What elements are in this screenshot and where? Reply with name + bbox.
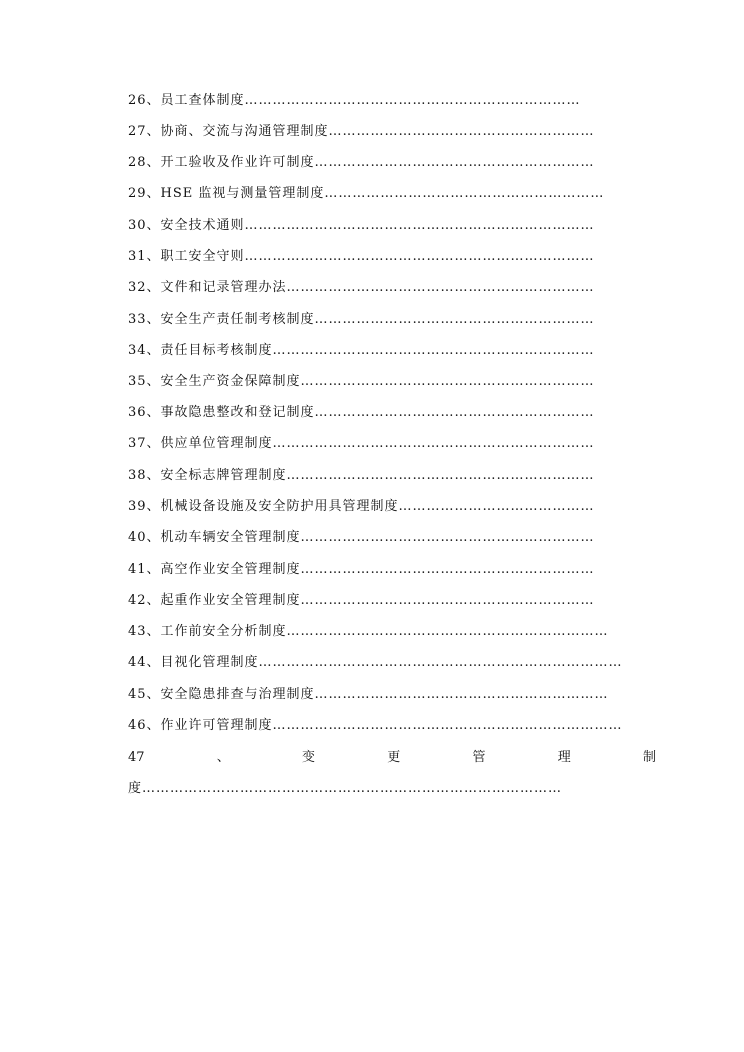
toc-entry-29[interactable]: 29、HSE 监视与测量管理制度…………………………………………………… [128,186,605,201]
toc-entry-32[interactable]: 32、文件和记录管理办法………………………………………………………… [128,280,595,295]
toc-entry-47-char: 理 [557,750,571,765]
toc-entry-36[interactable]: 36、事故隐患整改和登记制度…………………………………………………… [128,405,595,420]
toc-entry-46[interactable]: 46、作业许可管理制度………………………………………………………………… [128,718,623,733]
toc-entry-47-char: 变 [302,750,316,765]
toc-entry-37[interactable]: 37、供应单位管理制度…………………………………………………………… [128,436,595,451]
toc-entry-43[interactable]: 43、工作前安全分析制度…………………………………………………………… [128,624,609,639]
toc-entry-39[interactable]: 39、机械设备设施及安全防护用具管理制度…………………………………… [128,499,595,514]
toc-entry-31[interactable]: 31、职工安全守则………………………………………………………………… [128,249,595,264]
toc-entry-42[interactable]: 42、起重作业安全管理制度……………………………………………………… [128,593,595,608]
toc-entry-26[interactable]: 26、员工查体制度……………………………………………………………… [128,93,581,108]
toc-entry-35[interactable]: 35、安全生产资金保障制度……………………………………………………… [128,374,595,389]
toc-entry-27[interactable]: 27、协商、交流与沟通管理制度………………………………………………… [128,124,595,139]
toc-entry-38[interactable]: 38、安全标志牌管理制度………………………………………………………… [128,468,595,483]
toc-entry-47-line2[interactable]: 度……………………………………………………………………………… [128,781,562,796]
toc-entry-33[interactable]: 33、安全生产责任制考核制度…………………………………………………… [128,312,595,327]
toc-entry-47-char: 管 [472,750,486,765]
toc-entry-47-char: 更 [387,750,401,765]
toc-entry-30[interactable]: 30、安全技术通则………………………………………………………………… [128,218,595,233]
toc-entry-45[interactable]: 45、安全隐患排查与治理制度……………………………………………………… [128,687,609,702]
toc-entry-28[interactable]: 28、开工验收及作业许可制度…………………………………………………… [128,155,595,170]
toc-entry-41[interactable]: 41、高空作业安全管理制度……………………………………………………… [128,562,595,577]
toc-entry-47-separator: 、 [216,750,230,765]
toc-entry-44[interactable]: 44、目视化管理制度…………………………………………………………………… [128,655,623,670]
toc-entry-47-number: 47 [128,750,145,765]
toc-entry-47-char: 制 [642,750,656,765]
toc-entry-47-line1[interactable] [128,749,656,767]
toc-entry-40[interactable]: 40、机动车辆安全管理制度……………………………………………………… [128,530,595,545]
toc-entry-34[interactable]: 34、责任目标考核制度…………………………………………………………… [128,343,595,358]
